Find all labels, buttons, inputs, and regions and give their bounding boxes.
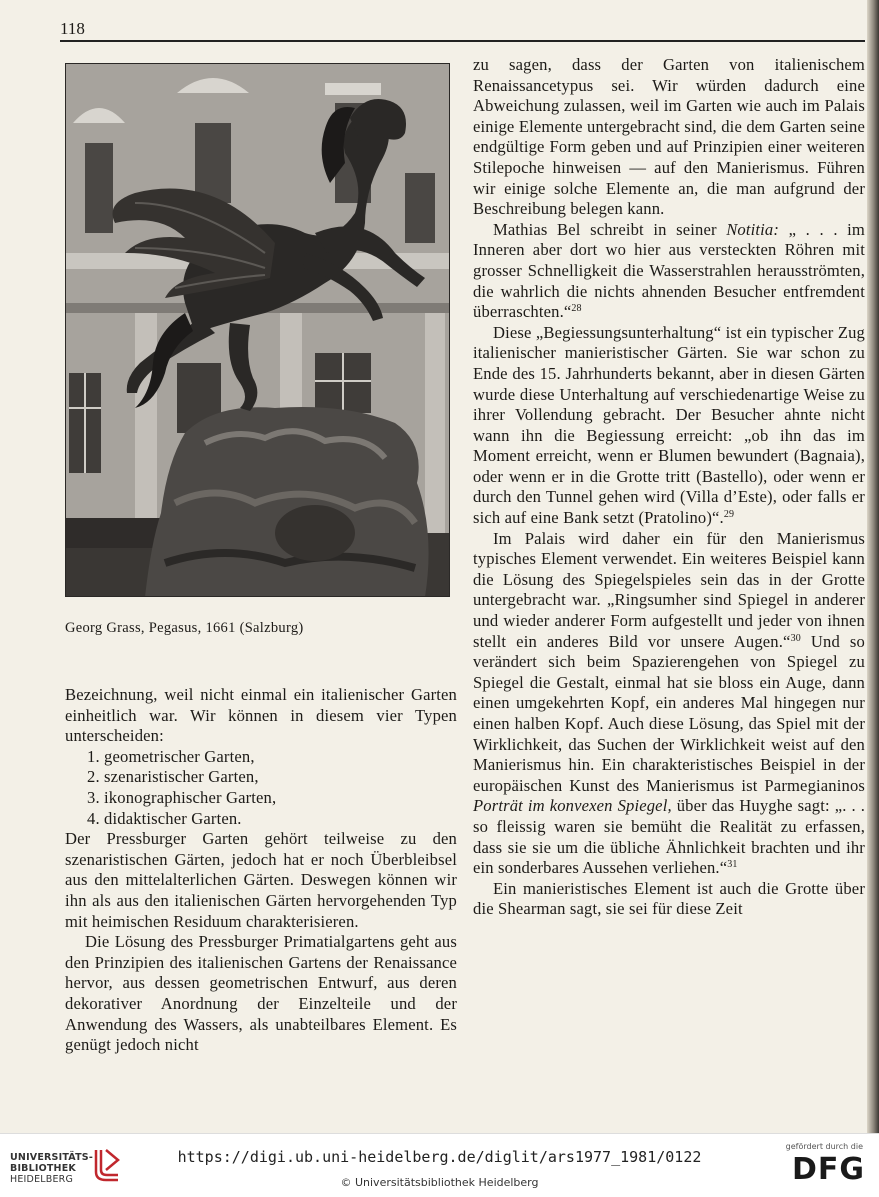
garden-types-list (87, 747, 457, 829)
viewer-footer (0, 1133, 879, 1197)
pegasus-photo-illustration (65, 63, 450, 597)
footnote-ref: 28 (571, 303, 582, 315)
work-title-notitia: Notitia: (726, 219, 780, 239)
left-column (65, 685, 457, 1056)
dfg-logo[interactable]: DFG (791, 1152, 865, 1187)
library-name-line: HEIDELBERG (10, 1174, 74, 1185)
page-edge-shadow (867, 0, 879, 1133)
work-title-portrait: Porträt im konvexen Spiegel, (473, 796, 672, 816)
list-item: 3. ikonographischer Garten, (87, 787, 277, 807)
left-paragraph-2: Der Pressburger Garten gehört teilweise zu den szenaristischen Gärten, jedoch hat er noch Überbleibsel aus den mittelalterlichen Gärten. Deswegen können wir ihn als aus den italienischen Gärten hervorgehenden Typ mit heimischen Residuum charakterisieren. (65, 829, 457, 931)
list-item: 2. szenaristischer Garten, (87, 767, 259, 787)
left-paragraph-3: Die Lösung des Pressburger Primatialgartens geht aus den Prinzipien des italienischen Gartens der Renaissance hervor, aus dessen geometrischen Entwurf, aus deren dekorativer Anordnung der Einzelteile und der Anwendung des Wassers, als unabteilbares Element. Es genügt jedoch nicht (65, 932, 457, 1055)
text-run: „ . . . im Inneren aber dort wo hier aus versteckten Röhren mit grosser Schnelligkeit die Wasserstrahlen herausströmten, die wahrlich die nichts ahnenden Besucher entfremdent überraschten.“ (473, 219, 865, 322)
pegasus-photograph (65, 63, 450, 597)
text-run: Mathias Bel schreibt in seiner (493, 219, 727, 239)
library-name-line: BIBLIOTHEK (10, 1163, 76, 1174)
right-paragraph-5: Ein manieristisches Element ist auch die Grotte über die Shearman sagt, sie sei für diese Zeit (473, 878, 865, 919)
footnote-ref: 30 (790, 632, 801, 644)
header-rule (60, 40, 865, 42)
right-paragraph-2 (473, 220, 865, 323)
library-name-line: UNIVERSITÄTS- (10, 1152, 93, 1163)
figure-caption: Georg Grass, Pegasus, 1661 (Salzburg) (65, 620, 304, 636)
right-paragraph-4 (473, 529, 865, 879)
permalink-url[interactable]: https://digi.ub.uni-heidelberg.de/diglit/ars1977_1981/0122 (177, 1148, 702, 1166)
footnote-ref: 31 (727, 859, 738, 871)
text-run: Im Palais wird daher ein für den Manierismus typisches Element verwendet. Ein weiteres Beispiel kann die Lösung des Spiegelspieles sein das in der Grotte untergebracht war. „Ringsumher sind Spiegel in anderer und wieder anderer Form aufgestellt und jeder von ihnen stellt ein anderes Bild vor unsere Augen.“ (473, 528, 865, 651)
text-run: über das Huyghe sagt: „. . . so fleissig waren sie bemüht die Realität zu erfassen, dass sie sie um die übliche Ähnlichkeit brachten und ihr ein sonderbares Aussehen verliehen.“ (473, 796, 865, 878)
footnote-ref: 29 (723, 509, 735, 521)
right-paragraph-1: zu sagen, dass der Garten von italienischem Renaissancetypus sei. Wir würden dadurch eine Abweichung zulassen, weil im Garten wie auch im Palais einige Elemente untergebracht sind, die dem Garten seine endgültige Form geben und auf Prinzipien einer weiteren Stilepoche hinweisen — auf den Manierismus. Führen wir einige solche Elemente an, die man aufgrund der Beschreibung belegen kann. (473, 55, 865, 219)
text-run: Diese „Begiessungsunterhaltung“ ist ein typischer Zug italienischer manieristischer Gärten. Sie war schon zu Ende des 15. Jahrhunderts bekannt, aber in diesen Gärten wurde diese Unterhaltung auf verschiedenartige Weise zu ihrer Vollendung gebracht. Der Besucher ahnte nicht wann ihn die Begiessung erreicht: „ob ihn das im Moment erreicht, wenn er Blumen bewundert (Bagnaia), oder wenn er in die Grotte tritt (Bastello), oder wenn er durch den Tunnel gehen wird (Villa d’Este), oder falls er sich auf eine Bank setzt (Pratolino)“. (473, 322, 865, 528)
copyright-notice: © Universitätsbibliothek Heidelberg (340, 1176, 539, 1189)
funder-label: gefördert durch die (785, 1142, 863, 1151)
right-column (473, 55, 865, 920)
list-item: 1. geometrischer Garten, (87, 746, 255, 766)
right-paragraph-3 (473, 323, 865, 529)
page-number: 118 (60, 19, 85, 38)
list-item: 4. didaktischer Garten. (87, 808, 242, 828)
left-paragraph-1: Bezeichnung, weil nicht einmal ein italienischer Garten einheitlich war. Wir können in diesem vier Typen unterscheiden: (65, 685, 457, 746)
text-run: Und so verändert sich beim Spazierengehen von Spiegel zu Spiegel die Gestalt, einmal hat sie bloss ein Auge, dann einen umgekehrten Kopf, ein anderes Mal hingegen nur einen halben Kopf. Auch diese Lösung, das Spiel mit der Wirklichkeit, das Suchen der Wirklichkeit weist auf den Manierismus hin. Ein charakteristisches Beispiel in der europäischen Kunst des Manierismus ist Parmegianinos (473, 631, 865, 795)
